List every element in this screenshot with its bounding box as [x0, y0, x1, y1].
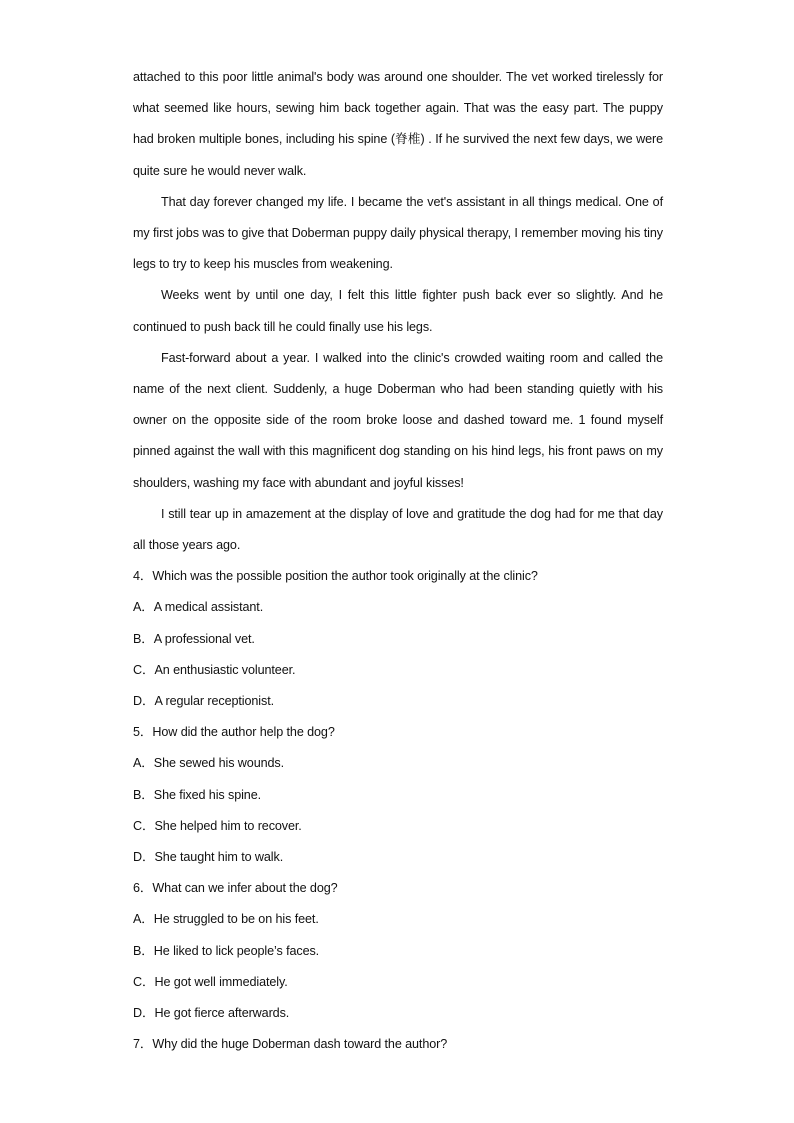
answer-option: B．He liked to lick people’s faces.	[133, 943, 320, 958]
question-stem: 6．What can we infer about the dog?	[133, 881, 338, 896]
question-block	[133, 873, 663, 1029]
answer-option: C．An enthusiastic volunteer.	[133, 662, 296, 677]
passage-paragraph: That day forever changed my life. I became the vet's assistant in all things medical. One of my first jobs was to give that Doberman puppy daily physical therapy, I remember moving his tiny legs to try to keep his muscles from weakening.	[133, 194, 663, 272]
answer-option: B．A professional vet.	[133, 631, 255, 646]
question-stem: 4．Which was the possible position the author took originally at the clinic?	[133, 569, 538, 584]
answer-option: C．He got well immediately.	[133, 974, 288, 989]
page-content	[133, 62, 663, 1061]
passage-paragraph: I still tear up in amazement at the display of love and gratitude the dog had for me that day all those years ago.	[133, 506, 663, 553]
answer-option: C．She helped him to recover.	[133, 818, 302, 833]
answer-option: A．He struggled to be on his feet.	[133, 912, 319, 927]
question-stem: 5．How did the author help the dog?	[133, 725, 335, 740]
passage-paragraph: Weeks went by until one day, I felt this little fighter push back ever so slightly. And he continued to push back till he could finally use his legs.	[133, 288, 663, 334]
question-stem: 7．Why did the huge Doberman dash toward the author?	[133, 1037, 448, 1052]
passage-paragraph: attached to this poor little animal's body was around one shoulder. The vet worked tirelessly for what seemed like hours, sewing him back together again. That was the easy part. The puppy had broken multiple bones, including his spine (脊椎) . If he survived the next few days, we were quite sure he would never walk.	[133, 70, 663, 178]
answer-option: D．He got fierce afterwards.	[133, 1006, 290, 1021]
question-block	[133, 1029, 663, 1060]
answer-option: B．She fixed his spine.	[133, 787, 262, 802]
answer-option: A．A medical assistant.	[133, 600, 264, 615]
answer-option: D．A regular receptionist.	[133, 694, 274, 709]
answer-option: A．She sewed his wounds.	[133, 756, 285, 771]
question-block	[133, 717, 663, 873]
passage-paragraph: Fast-forward about a year. I walked into the clinic's crowded waiting room and called the name of the next client. Suddenly, a huge Doberman who had been standing quietly with his owner on the opposite side of the room broke loose and dashed toward me. 1 found myself pinned against the wall with this magnificent dog standing on his hind legs, his front paws on my shoulders, washing my face with abundant and joyful kisses!	[133, 350, 663, 490]
answer-option: D．She taught him to walk.	[133, 850, 284, 865]
question-block	[133, 561, 663, 717]
